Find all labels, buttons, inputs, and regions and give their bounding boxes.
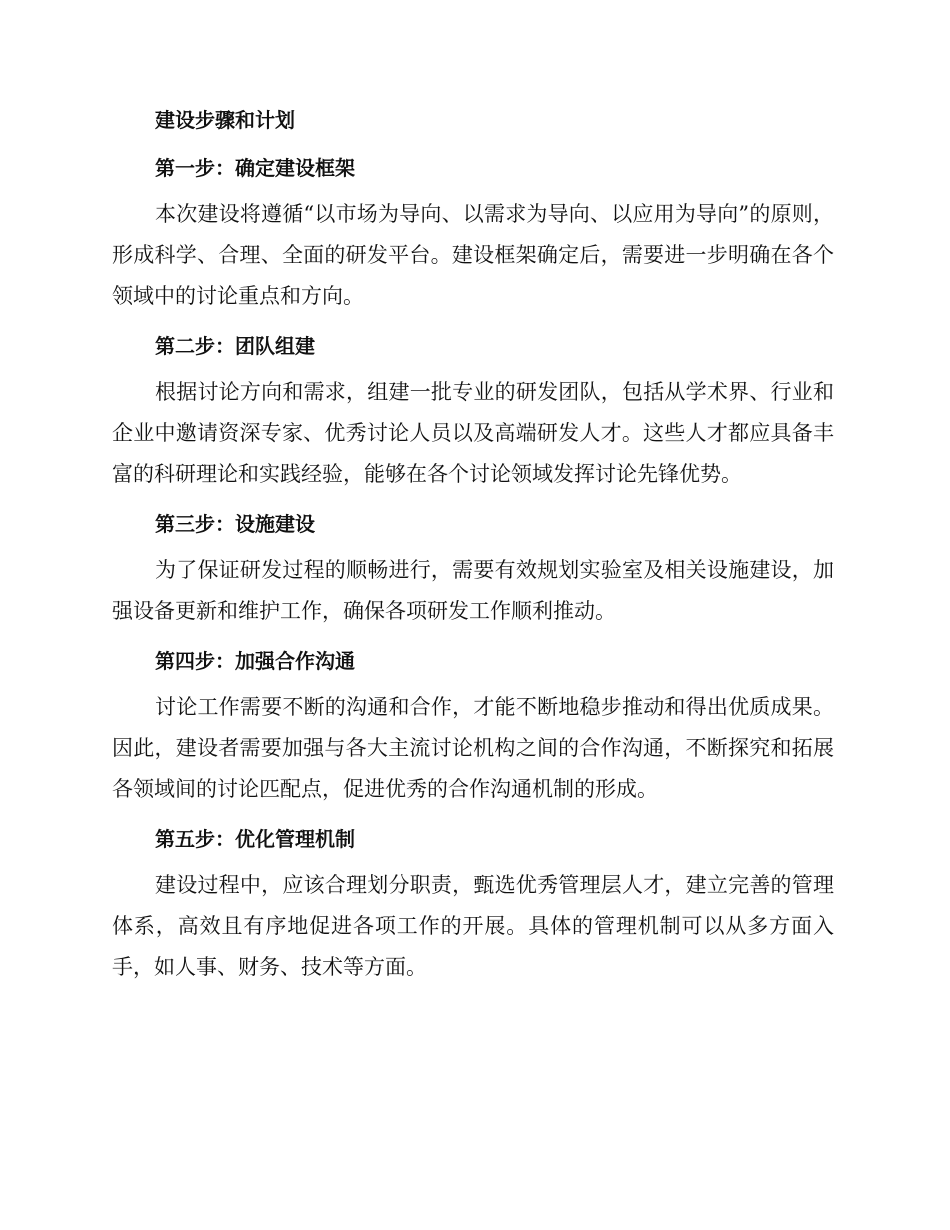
section-body-5: 建设过程中，应该合理划分职责，甄选优秀管理层人才，建立完善的管理体系，高效且有序地促进各项工作的开展。具体的管理机制可以从多方面入手，如人事、财务、技术等方面。 xyxy=(112,873,834,979)
section-heading-1: 第一步：确定建设框架 xyxy=(155,156,355,180)
section-body-3: 为了保证研发过程的顺畅进行，需要有效规划实验室及相关设施建设，加强设备更新和维护工作，确保各项研发工作顺利推动。 xyxy=(112,558,834,623)
section-body-1: 本次建设将遵循“以市场为导向、以需求为导向、以应用为导向”的原则，形成科学、合理、全面的研发平台。建设框架确定后，需要进一步明确在各个领域中的讨论重点和方向。 xyxy=(112,202,834,308)
section-body-2: 根据讨论方向和需求，组建一批专业的研发团队，包括从学术界、行业和企业中邀请资深专家、优秀讨论人员以及高端研发人才。这些人才都应具备丰富的科研理论和实践经验，能够在各个讨论领域发挥讨论先锋优势。 xyxy=(112,380,834,486)
document-title: 建设步骤和计划 xyxy=(155,108,295,132)
section-body-4: 讨论工作需要不断的沟通和合作，才能不断地稳步推动和得出优质成果。因此，建设者需要加强与各大主流讨论机构之间的合作沟通，不断探究和拓展各领域间的讨论匹配点，促进优秀的合作沟通机制的形成。 xyxy=(112,695,834,801)
section-heading-3: 第三步：设施建设 xyxy=(155,512,315,536)
section-heading-2: 第二步：团队组建 xyxy=(155,334,315,358)
section-heading-4: 第四步：加强合作沟通 xyxy=(155,649,355,673)
section-heading-5: 第五步：优化管理机制 xyxy=(155,827,355,851)
document-page xyxy=(112,104,834,1001)
